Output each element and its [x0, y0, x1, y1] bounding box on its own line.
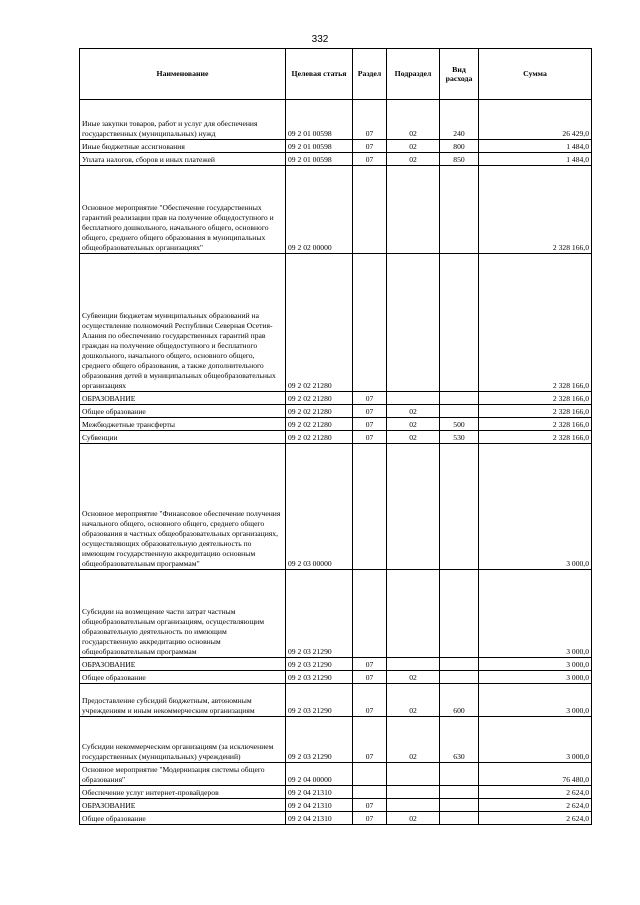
table-row [80, 405, 592, 418]
row-code: 09 2 03 21290 [286, 717, 353, 763]
row-code: 09 2 03 21290 [286, 570, 353, 658]
row-expense-type: 500 [440, 418, 479, 431]
row-code: 09 2 01 00598 [286, 100, 353, 140]
row-amount: 2 328 166,0 [479, 418, 592, 431]
row-section: 07 [353, 153, 387, 166]
table-row [80, 140, 592, 153]
row-expense-type [440, 786, 479, 799]
row-subsection [387, 658, 440, 671]
row-amount: 2 624,0 [479, 799, 592, 812]
row-subsection [387, 763, 440, 786]
row-code: 09 2 04 21310 [286, 812, 353, 825]
row-name: Основное мероприятие "Обеспечение государственных гарантий реализации прав на получение общедоступного и бесплатного дошкольного, начального общего, основного общего, среднего общего образования в муниципальных общеобразовательных организациях" [80, 166, 286, 254]
row-amount: 2 328 166,0 [479, 431, 592, 444]
row-section: 07 [353, 100, 387, 140]
row-name: Межбюджетные трансферты [80, 418, 286, 431]
row-subsection: 02 [387, 100, 440, 140]
row-section [353, 570, 387, 658]
row-name: Уплата налогов, сборов и иных платежей [80, 153, 286, 166]
row-code: 09 2 02 21280 [286, 392, 353, 405]
row-code: 09 2 02 21280 [286, 418, 353, 431]
row-section: 07 [353, 658, 387, 671]
row-expense-type [440, 392, 479, 405]
row-subsection: 02 [387, 671, 440, 684]
row-expense-type: 630 [440, 717, 479, 763]
table-row [80, 717, 592, 763]
table-row [80, 570, 592, 658]
row-subsection [387, 166, 440, 254]
row-name: Обеспечение услуг интернет-провайдеров [80, 786, 286, 799]
row-name: Субсидии некоммерческим организациям (за исключением государственных (муниципальных) учреждений) [80, 717, 286, 763]
row-section [353, 444, 387, 570]
row-section: 07 [353, 392, 387, 405]
row-section: 07 [353, 418, 387, 431]
row-subsection: 02 [387, 405, 440, 418]
row-section: 07 [353, 717, 387, 763]
row-amount: 2 624,0 [479, 812, 592, 825]
header-subsection: Подраздел [387, 49, 440, 100]
row-code: 09 2 02 21280 [286, 431, 353, 444]
row-section: 07 [353, 140, 387, 153]
row-subsection [387, 444, 440, 570]
row-name: Предоставление субсидий бюджетным, автономным учреждениям и иным некоммерческим организациям [80, 684, 286, 717]
row-expense-type: 240 [440, 100, 479, 140]
table-row [80, 444, 592, 570]
row-subsection [387, 254, 440, 392]
row-amount: 3 000,0 [479, 570, 592, 658]
row-code: 09 2 01 00598 [286, 140, 353, 153]
row-expense-type [440, 166, 479, 254]
row-section [353, 254, 387, 392]
row-code: 09 2 04 00000 [286, 763, 353, 786]
table-row [80, 431, 592, 444]
row-name: Общее образование [80, 405, 286, 418]
row-code: 09 2 04 21310 [286, 786, 353, 799]
row-code: 09 2 02 21280 [286, 405, 353, 418]
row-expense-type [440, 405, 479, 418]
row-section [353, 786, 387, 799]
row-amount: 76 480,0 [479, 763, 592, 786]
table-row [80, 786, 592, 799]
row-name: Основное мероприятие "Финансовое обеспечение получения начального общего, основного общего, среднего общего образования в частных общеобразовательных организациях, осуществляющих образовательную деятельность по имеющим государственную аккредитацию основным общеобразовательным программам" [80, 444, 286, 570]
row-code: 09 2 03 21290 [286, 671, 353, 684]
row-expense-type [440, 671, 479, 684]
row-name: ОБРАЗОВАНИЕ [80, 799, 286, 812]
row-amount: 1 484,0 [479, 153, 592, 166]
row-code: 09 2 02 00000 [286, 166, 353, 254]
row-expense-type [440, 658, 479, 671]
table-row [80, 763, 592, 786]
header-amount: Сумма [479, 49, 592, 100]
row-subsection: 02 [387, 418, 440, 431]
row-name: Общее образование [80, 812, 286, 825]
row-section: 07 [353, 431, 387, 444]
row-section: 07 [353, 671, 387, 684]
budget-table [79, 48, 592, 825]
row-section [353, 166, 387, 254]
row-subsection: 02 [387, 140, 440, 153]
table-row [80, 799, 592, 812]
table-row [80, 671, 592, 684]
row-subsection: 02 [387, 431, 440, 444]
row-amount: 2 328 166,0 [479, 254, 592, 392]
page-number: 332 [311, 34, 329, 45]
table-header-row [80, 49, 592, 100]
row-section [353, 763, 387, 786]
table-row [80, 100, 592, 140]
row-section: 07 [353, 812, 387, 825]
header-name: Наименование [80, 49, 286, 100]
row-amount: 3 000,0 [479, 717, 592, 763]
row-subsection: 02 [387, 684, 440, 717]
row-amount: 3 000,0 [479, 444, 592, 570]
table-row [80, 658, 592, 671]
row-expense-type [440, 570, 479, 658]
row-code: 09 2 04 21310 [286, 799, 353, 812]
row-subsection [387, 570, 440, 658]
row-code: 09 2 03 21290 [286, 684, 353, 717]
row-name: ОБРАЗОВАНИЕ [80, 658, 286, 671]
row-amount: 2 328 166,0 [479, 392, 592, 405]
row-subsection [387, 392, 440, 405]
row-amount: 26 429,0 [479, 100, 592, 140]
header-article: Целевая статья [286, 49, 353, 100]
row-name: ОБРАЗОВАНИЕ [80, 392, 286, 405]
table-row [80, 153, 592, 166]
row-section: 07 [353, 684, 387, 717]
row-expense-type [440, 254, 479, 392]
table-row [80, 392, 592, 405]
header-expense-type: Вид расхода [440, 49, 479, 100]
row-code: 09 2 01 00598 [286, 153, 353, 166]
row-name: Общее образование [80, 671, 286, 684]
row-expense-type: 800 [440, 140, 479, 153]
row-amount: 2 624,0 [479, 786, 592, 799]
row-amount: 2 328 166,0 [479, 166, 592, 254]
row-expense-type [440, 763, 479, 786]
row-code: 09 2 03 21290 [286, 658, 353, 671]
table-row [80, 812, 592, 825]
row-expense-type [440, 444, 479, 570]
row-subsection [387, 799, 440, 812]
row-name: Субвенции [80, 431, 286, 444]
row-expense-type: 850 [440, 153, 479, 166]
row-code: 09 2 03 00000 [286, 444, 353, 570]
row-subsection [387, 786, 440, 799]
table-row [80, 166, 592, 254]
row-subsection: 02 [387, 717, 440, 763]
row-amount: 1 484,0 [479, 140, 592, 153]
row-name: Иные бюджетные ассигнования [80, 140, 286, 153]
row-expense-type [440, 812, 479, 825]
header-section: Раздел [353, 49, 387, 100]
row-amount: 2 328 166,0 [479, 405, 592, 418]
table-row [80, 254, 592, 392]
row-section: 07 [353, 405, 387, 418]
row-name: Субсидии на возмещение части затрат частным общеобразовательным организациям, осуществляющим образовательную деятельность по имеющим государственную аккредитацию основным общеобразовательным программам [80, 570, 286, 658]
row-amount: 3 000,0 [479, 671, 592, 684]
row-expense-type: 530 [440, 431, 479, 444]
row-name: Основное мероприятие "Модернизация системы общего образования" [80, 763, 286, 786]
row-code: 09 2 02 21280 [286, 254, 353, 392]
row-amount: 3 000,0 [479, 658, 592, 671]
row-expense-type [440, 799, 479, 812]
row-subsection: 02 [387, 812, 440, 825]
table-row [80, 418, 592, 431]
row-expense-type: 600 [440, 684, 479, 717]
row-amount: 3 000,0 [479, 684, 592, 717]
row-section: 07 [353, 799, 387, 812]
row-subsection: 02 [387, 153, 440, 166]
table-row [80, 684, 592, 717]
row-name: Субвенции бюджетам муниципальных образований на осуществление полномочий Республики Северная Осетия-Алания по обеспечению государственных гарантий прав граждан на получение общедоступного и бесплатного дошкольного, начального общего, основного общего, среднего общего образования, а также дополнительного образования детей в муниципальных общеобразовательных организациях [80, 254, 286, 392]
row-name: Иные закупки товаров, работ и услуг для обеспечения государственных (муниципальных) нужд [80, 100, 286, 140]
